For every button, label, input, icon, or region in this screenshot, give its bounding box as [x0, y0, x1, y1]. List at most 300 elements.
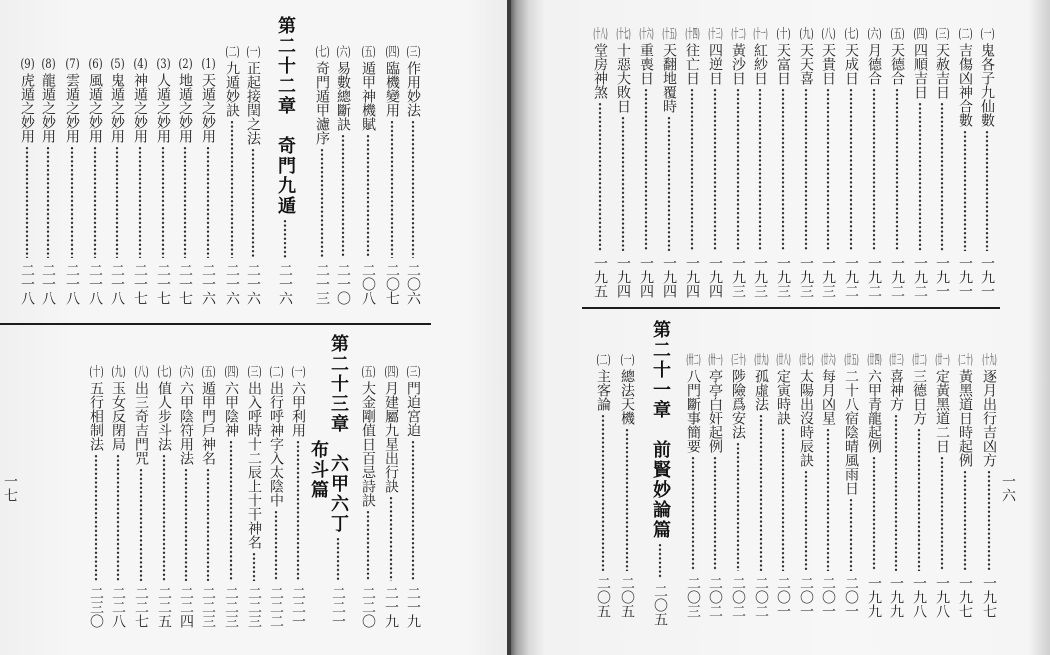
entry-title: 天赦吉日: [934, 43, 950, 99]
leader-dots: [139, 468, 143, 581]
entry-number: (十六): [639, 28, 654, 41]
entry-title: 喜神方: [888, 369, 904, 411]
chapter-title: 六甲六丁: [328, 454, 349, 534]
entry-title: 重喪日: [638, 43, 654, 85]
entry-page-number: 二一八: [19, 263, 35, 305]
toc-entry: [865, 354, 883, 618]
leader-dots: [411, 440, 415, 581]
entry-page-number: 二二一: [290, 586, 306, 628]
toc-entry: [591, 28, 609, 298]
chapter-number: 第二十一章: [650, 320, 671, 420]
entry-title: 每月凶星: [820, 369, 836, 425]
toc-entry: [751, 28, 769, 298]
entry-number: (六): [179, 366, 194, 379]
entry-page-number: 一九四: [661, 256, 677, 298]
toc-entry: [39, 58, 57, 305]
toc-entry: [660, 28, 678, 298]
entry-title: 五行相制法: [88, 381, 104, 451]
entry-number: (廿三): [889, 354, 904, 367]
entry-title: 玉女反閉局: [110, 381, 126, 451]
entry-number: (九): [111, 366, 126, 379]
toc-entry: [594, 354, 612, 618]
entry-title: 陟險爲安法: [730, 369, 746, 439]
leader-dots: [940, 102, 944, 251]
entry-number: (十一): [753, 28, 768, 41]
toc-entry: [933, 28, 951, 298]
chapter-page-number: 二〇五: [652, 584, 668, 626]
entry-title: 六甲利用: [290, 381, 306, 437]
entry-title: 往亡日: [684, 43, 700, 85]
entry-page-number: 二〇七: [384, 263, 400, 305]
entry-number: (七): [157, 366, 172, 379]
entry-title: 孤虛法: [753, 369, 769, 411]
toc-entry: [752, 354, 770, 618]
entry-page-number: 二〇一: [798, 576, 814, 618]
entry-title: 月德合: [866, 43, 882, 85]
entry-number: (8): [41, 58, 56, 71]
entry-page-number: 一九三: [775, 256, 791, 298]
entry-page-number: 二二〇: [360, 586, 376, 628]
leader-dots: [826, 88, 830, 251]
leader-dots: [963, 470, 967, 571]
entry-page-number: 二二五: [156, 586, 172, 628]
leader-dots: [621, 116, 625, 251]
entry-page-number: 一九七: [957, 576, 973, 618]
entry-number: (十五): [662, 28, 677, 41]
entry-number: (一): [246, 46, 261, 59]
entry-number: (二): [225, 46, 240, 59]
entry-page-number: 二二四: [178, 586, 194, 628]
entry-page-number: 二三〇: [88, 586, 104, 628]
toc-entry: [706, 354, 724, 618]
entry-title: 出行呼神字入太陰中: [268, 381, 284, 507]
entry-page-number: 一九四: [615, 256, 631, 298]
entry-page-number: 二一三: [314, 263, 330, 305]
entry-title: 天貴日: [820, 43, 836, 85]
entry-number: (十七): [616, 28, 631, 41]
toc-entry: [155, 366, 173, 628]
leader-dots: [691, 456, 695, 571]
leader-dots: [895, 88, 899, 251]
entry-page-number: 二一七: [155, 263, 171, 305]
toc-entry: [382, 366, 400, 628]
chapter-heading: [648, 320, 672, 626]
entry-title: 定寅時訣: [775, 369, 791, 425]
chapter-number: 第二十二章: [275, 16, 296, 116]
entry-title: 堂房神煞: [592, 43, 608, 99]
toc-entry: [797, 28, 815, 298]
leader-dots: [229, 440, 233, 581]
entry-number: (二): [269, 366, 284, 379]
entry-number: (十二): [731, 28, 746, 41]
entry-number: (七): [844, 28, 859, 41]
entry-title: 天成日: [843, 43, 859, 85]
entry-number: (二): [596, 354, 611, 367]
entry-page-number: 二二三: [246, 586, 262, 628]
entry-title: 作用妙法: [405, 61, 421, 117]
entry-title: 太陽出沒時辰訣: [798, 369, 814, 467]
entry-page-number: 一九二: [889, 256, 905, 298]
entry-title: 十惡大敗日: [615, 43, 631, 113]
leader-dots: [251, 148, 255, 258]
entry-number: (5): [110, 58, 125, 71]
leader-dots: [781, 88, 785, 251]
entry-title: 紅紗日: [752, 43, 768, 85]
entry-page-number: 一九三: [730, 256, 746, 298]
entry-number: (五): [361, 46, 376, 59]
leader-dots: [116, 454, 120, 581]
toc-entry: [199, 366, 217, 628]
chapter-page-number: 二二一: [330, 586, 346, 628]
entry-page-number: 二〇六: [405, 263, 421, 305]
leader-dots: [987, 470, 991, 571]
leader-dots: [759, 414, 763, 571]
entry-number: (7): [65, 58, 80, 71]
toc-entry: [614, 28, 632, 298]
entry-page-number: 二一六: [200, 263, 216, 305]
toc-entry: [313, 46, 331, 305]
entry-page-number: 一九二: [912, 256, 928, 298]
entry-title: 定黃黑道二日: [934, 369, 950, 453]
entry-title: 遁甲門戶神名: [200, 381, 216, 465]
entry-page-number: 二〇八: [360, 263, 376, 305]
entry-page-number: 一九九: [866, 576, 882, 618]
leader-dots: [849, 88, 853, 251]
entry-page-number: 二〇一: [775, 576, 791, 618]
entry-title: 臨機變用: [384, 61, 400, 117]
leader-dots: [184, 468, 188, 581]
entry-page-number: 二〇二: [753, 576, 769, 618]
leader-dots: [283, 219, 287, 258]
entry-title: 奇門遁甲濾序: [314, 61, 330, 145]
entry-number: (一): [291, 366, 306, 379]
entry-page-number: 一九八: [911, 576, 927, 618]
toc-entry: [87, 366, 105, 628]
toc-entry: [154, 58, 172, 305]
leader-dots: [320, 148, 324, 258]
leader-dots: [252, 552, 256, 581]
entry-number: (五): [890, 28, 905, 41]
toc-entry: [383, 46, 401, 305]
leader-dots: [94, 454, 98, 581]
entry-title: 正起接閏之法: [245, 61, 261, 145]
toc-entry: [774, 354, 792, 618]
entry-title: 六甲青龍起例: [866, 369, 882, 453]
entry-page-number: 二〇三: [685, 576, 701, 618]
entry-title: 雲遁之妙用: [64, 73, 80, 143]
toc-entry: [244, 46, 262, 305]
leader-dots: [601, 414, 605, 571]
leader-dots: [736, 442, 740, 571]
entry-page-number: 二一八: [87, 263, 103, 305]
leader-dots: [658, 543, 662, 579]
entry-title: 人遁之妙用: [155, 73, 171, 143]
entry-title: 黃沙日: [730, 43, 746, 85]
entry-number: (一): [620, 354, 635, 367]
entry-page-number: 一九一: [957, 256, 973, 298]
leader-dots: [872, 88, 876, 251]
entry-title: 鬼各子九仙數: [979, 43, 995, 127]
entry-page-number: 二一六: [245, 263, 261, 305]
toc-entry: [956, 354, 974, 618]
entry-title: 龍遁之妙用: [40, 73, 56, 143]
toc-entry: [109, 366, 127, 628]
entry-number: (四): [384, 366, 399, 379]
entry-page-number: 二〇二: [730, 576, 746, 618]
leader-dots: [183, 146, 187, 258]
entry-title: 出入呼時十二辰上十干神名: [246, 381, 262, 549]
entry-page-number: 二二七: [133, 586, 149, 628]
toc-entry: [618, 354, 636, 618]
entry-number: (六): [336, 46, 351, 59]
entry-number: (1): [201, 58, 216, 71]
leader-dots: [940, 456, 944, 571]
entry-number: (三): [247, 366, 262, 379]
toc-entry: [956, 28, 974, 298]
toc-entry: [404, 366, 422, 628]
entry-number: (3): [156, 58, 171, 71]
leader-dots: [390, 120, 394, 258]
entry-number: (2): [178, 58, 193, 71]
leader-dots: [872, 456, 876, 571]
entry-title: 四順吉日: [912, 43, 928, 99]
toc-entry: [223, 46, 241, 305]
entry-page-number: 二二三: [200, 586, 216, 628]
chapter-subtitle: 布斗篇: [308, 440, 329, 500]
entry-number: (十八): [593, 28, 608, 41]
toc-entry: [637, 28, 655, 298]
leader-dots: [644, 88, 648, 251]
entry-page-number: 一九三: [820, 256, 836, 298]
entry-title: 天德合: [889, 43, 905, 85]
toc-entry: [978, 28, 996, 298]
leader-dots: [46, 146, 50, 258]
toc-entry: [176, 58, 194, 305]
leader-dots: [918, 102, 922, 251]
toc-entry: [63, 58, 81, 305]
leader-dots: [804, 470, 808, 571]
toc-entry: [911, 28, 929, 298]
entry-number: (卅一): [708, 354, 723, 367]
entry-title: 主客論: [595, 369, 611, 411]
entry-number: (十): [776, 28, 791, 41]
leader-dots: [713, 456, 717, 571]
toc-entry: [774, 28, 792, 298]
entry-title: 亭亭白奸起例: [707, 369, 723, 453]
toc-entry: [865, 28, 883, 298]
entry-number: (一): [980, 28, 995, 41]
entry-title: 天遁之妙用: [200, 73, 216, 143]
entry-page-number: 一九一: [979, 256, 995, 298]
entry-number: (三): [406, 366, 421, 379]
entry-page-number: 二一八: [64, 263, 80, 305]
toc-entry: [933, 354, 951, 618]
entry-page-number: 一九七: [981, 576, 997, 618]
toc-entry: [177, 366, 195, 628]
chapter-heading: [326, 334, 350, 628]
entry-page-number: 二〇二: [707, 576, 723, 618]
entry-page-number: 二二八: [110, 586, 126, 628]
entry-title: 天富日: [775, 43, 791, 85]
leader-dots: [690, 88, 694, 251]
entry-page-number: 一九九: [888, 576, 904, 618]
entry-number: (4): [133, 58, 148, 71]
entry-number: (廿五): [844, 354, 859, 367]
entry-number: (三): [406, 46, 421, 59]
chapter-page-number: 二一六: [277, 263, 293, 305]
entry-page-number: 二一〇: [335, 263, 351, 305]
leader-dots: [667, 116, 671, 251]
toc-entry: [199, 58, 217, 305]
entry-page-number: 一九一: [934, 256, 950, 298]
entry-title: 出三奇吉門咒: [133, 381, 149, 465]
leader-dots: [162, 454, 166, 581]
leader-dots: [713, 88, 717, 251]
section-divider-right: [582, 307, 1000, 309]
toc-entry: [910, 354, 928, 618]
toc-entry: [819, 354, 837, 618]
entry-number: (三): [935, 28, 950, 41]
toc-entry: [729, 354, 747, 618]
leader-dots: [736, 88, 740, 251]
leader-dots: [781, 428, 785, 571]
entry-number: (五): [201, 366, 216, 379]
leader-dots: [341, 134, 345, 258]
entry-page-number: 二〇五: [619, 576, 635, 618]
entry-page-number: 一九四: [638, 256, 654, 298]
toc-entry: [887, 354, 905, 618]
toc-entry: [289, 366, 307, 628]
entry-page-number: 二〇一: [843, 576, 859, 618]
entry-title: 四逆日: [707, 43, 723, 85]
entry-number: (十三): [708, 28, 723, 41]
entry-number: (廿六): [821, 354, 836, 367]
leader-dots: [366, 510, 370, 581]
entry-number: (卅二): [686, 354, 701, 367]
leader-dots: [804, 88, 808, 251]
toc-entry: [842, 354, 860, 618]
entry-title: 風遁之妙用: [87, 73, 103, 143]
entry-title: 九遁妙訣: [224, 61, 240, 117]
entry-page-number: 一九四: [684, 256, 700, 298]
leader-dots: [161, 146, 165, 258]
leader-dots: [758, 88, 762, 251]
leader-dots: [296, 440, 300, 581]
entry-title: 月建屬九星出行訣: [383, 381, 399, 493]
entry-title: 地遁之妙用: [177, 73, 193, 143]
entry-number: (九): [799, 28, 814, 41]
entry-title: 六甲陰神: [223, 381, 239, 437]
leader-dots: [25, 146, 29, 258]
entry-page-number: 一九八: [934, 576, 950, 618]
leader-dots: [336, 537, 340, 581]
entry-title: 二十八宿陰晴風雨日: [843, 369, 859, 495]
toc-entry: [18, 58, 36, 305]
toc-entry: [888, 28, 906, 298]
toc-entry: [359, 366, 377, 628]
entry-title: 天天喜: [798, 43, 814, 85]
toc-entry: [819, 28, 837, 298]
toc-entry: [131, 58, 149, 305]
leader-dots: [206, 146, 210, 258]
leader-dots: [598, 102, 602, 251]
entry-title: 三德日方: [911, 369, 927, 425]
toc-entry: [797, 354, 815, 618]
chapter-title: 奇門九遁: [275, 136, 296, 216]
entry-page-number: 二一八: [109, 263, 125, 305]
entry-number: (四): [385, 46, 400, 59]
toc-entry: [245, 366, 263, 628]
leader-dots: [70, 146, 74, 258]
toc-entry: [267, 366, 285, 628]
leader-dots: [93, 146, 97, 258]
entry-title: 虎遁之妙用: [19, 73, 35, 143]
entry-title: 天翻地覆時: [661, 43, 677, 113]
chapter-heading: [273, 16, 297, 305]
entry-number: (二十): [958, 354, 973, 367]
toc-entry: [684, 354, 702, 618]
toc-entry: [980, 354, 998, 618]
entry-page-number: 二一六: [224, 263, 240, 305]
entry-title: 易數總斷訣: [335, 61, 351, 131]
leader-dots: [366, 134, 370, 258]
leader-dots: [389, 496, 393, 581]
chapter-title: 前賢妙論篇: [650, 440, 671, 540]
entry-title: 逐月出行吉凶方: [981, 369, 997, 467]
entry-title: 黃黑道日時起例: [957, 369, 973, 467]
entry-number: (廿四): [867, 354, 882, 367]
entry-number: (八): [821, 28, 836, 41]
toc-entry: [222, 366, 240, 628]
chapter-number: 第二十三章: [328, 334, 349, 434]
entry-page-number: 一九五: [592, 256, 608, 298]
toc-entry: [842, 28, 860, 298]
page-number-right: 一六: [1000, 474, 1016, 502]
entry-number: (七): [315, 46, 330, 59]
entry-page-number: 一九三: [752, 256, 768, 298]
entry-page-number: 二〇一: [820, 576, 836, 618]
leader-dots: [230, 120, 234, 258]
entry-page-number: 二一八: [40, 263, 56, 305]
entry-title: 遁甲神機賦: [360, 61, 376, 131]
entry-number: (四): [913, 28, 928, 41]
toc-entry: [334, 46, 352, 305]
entry-number: (廿二): [912, 354, 927, 367]
entry-title: 門迫宮迫: [405, 381, 421, 437]
entry-number: (廿一): [935, 354, 950, 367]
entry-number: (十九): [982, 354, 997, 367]
entry-number: (四): [224, 366, 239, 379]
toc-entry: [132, 366, 150, 628]
entry-page-number: 一九三: [798, 256, 814, 298]
entry-number: (廿九): [754, 354, 769, 367]
leader-dots: [138, 146, 142, 258]
entry-number: (五): [361, 366, 376, 379]
leader-dots: [115, 146, 119, 258]
entry-page-number: 二一九: [405, 586, 421, 628]
entry-number: (十): [89, 366, 104, 379]
leader-dots: [985, 130, 989, 251]
entry-title: 八門斷事簡要: [685, 369, 701, 453]
entry-page-number: 二〇五: [595, 576, 611, 618]
leader-dots: [826, 428, 830, 571]
leader-dots: [894, 414, 898, 571]
entry-number: (9): [20, 58, 35, 71]
entry-number: (廿八): [776, 354, 791, 367]
entry-page-number: 一九二: [866, 256, 882, 298]
entry-number: (廿七): [799, 354, 814, 367]
entry-title: 大金剛值日百忌詩訣: [360, 381, 376, 507]
